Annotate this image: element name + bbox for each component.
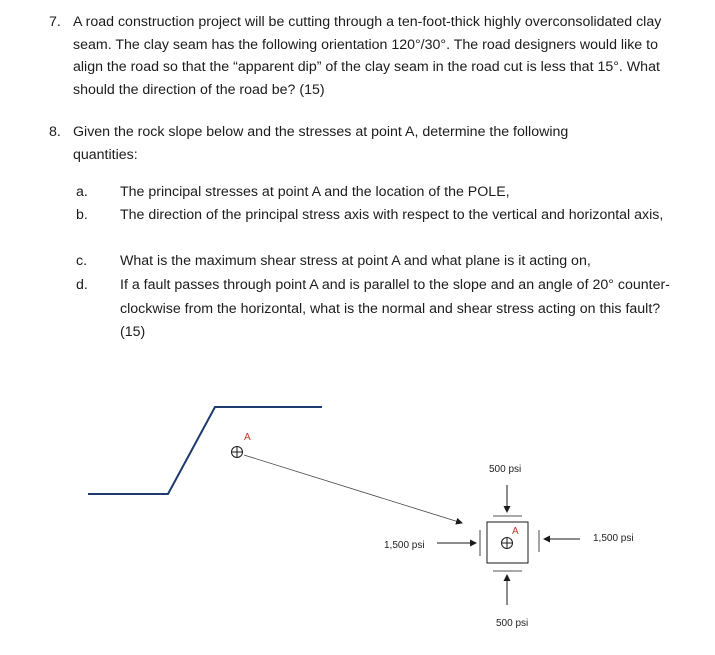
question-7-number: 7. <box>49 14 61 30</box>
point-a-label: A <box>244 432 251 443</box>
stress-bottom-label: 500 psi <box>496 618 529 629</box>
subquestion-text: The direction of the principal stress axis with respect to the vertical and horizontal axis, <box>120 207 664 223</box>
subquestion-letter: b. <box>76 207 88 223</box>
stress-top-label: 500 psi <box>489 464 522 475</box>
question-7-text: A road construction project will be cutting through a ten-foot-thick highly overconsolidated clay seam. The clay seam has the following orientation 120°/30°. The road designers would like to align the road so that the “apparent dip” of the clay seam in the road cut is less that 15°. What should the direction of the road be? (15) <box>73 14 662 98</box>
point-a-marker <box>232 447 243 458</box>
slope-profile <box>88 407 322 494</box>
subquestion-text: If a fault passes through point A and is parallel to the slope and an angle of 20° counter-clockwise from the horizontal, what is the normal and shear stress acting on this fault? (15) <box>120 277 670 340</box>
element-point-marker <box>502 538 513 549</box>
subquestion-text: The principal stresses at point A and the location of the POLE, <box>120 184 510 200</box>
subquestion-letter: c. <box>76 253 88 269</box>
stress-left-label: 1,500 psi <box>384 540 425 551</box>
element-point-label: A <box>512 526 519 537</box>
subquestion-letter: a. <box>76 184 88 200</box>
subquestion-text: What is the maximum shear stress at point A and what plane is it acting on, <box>120 253 591 269</box>
question-8-text: Given the rock slope below and the stresses at point A, determine the following quantities: <box>73 124 569 163</box>
question-8-number: 8. <box>49 124 61 140</box>
leader-line <box>244 455 462 523</box>
stress-right-label: 1,500 psi <box>593 533 634 544</box>
subquestion-letter: d. <box>76 277 88 293</box>
